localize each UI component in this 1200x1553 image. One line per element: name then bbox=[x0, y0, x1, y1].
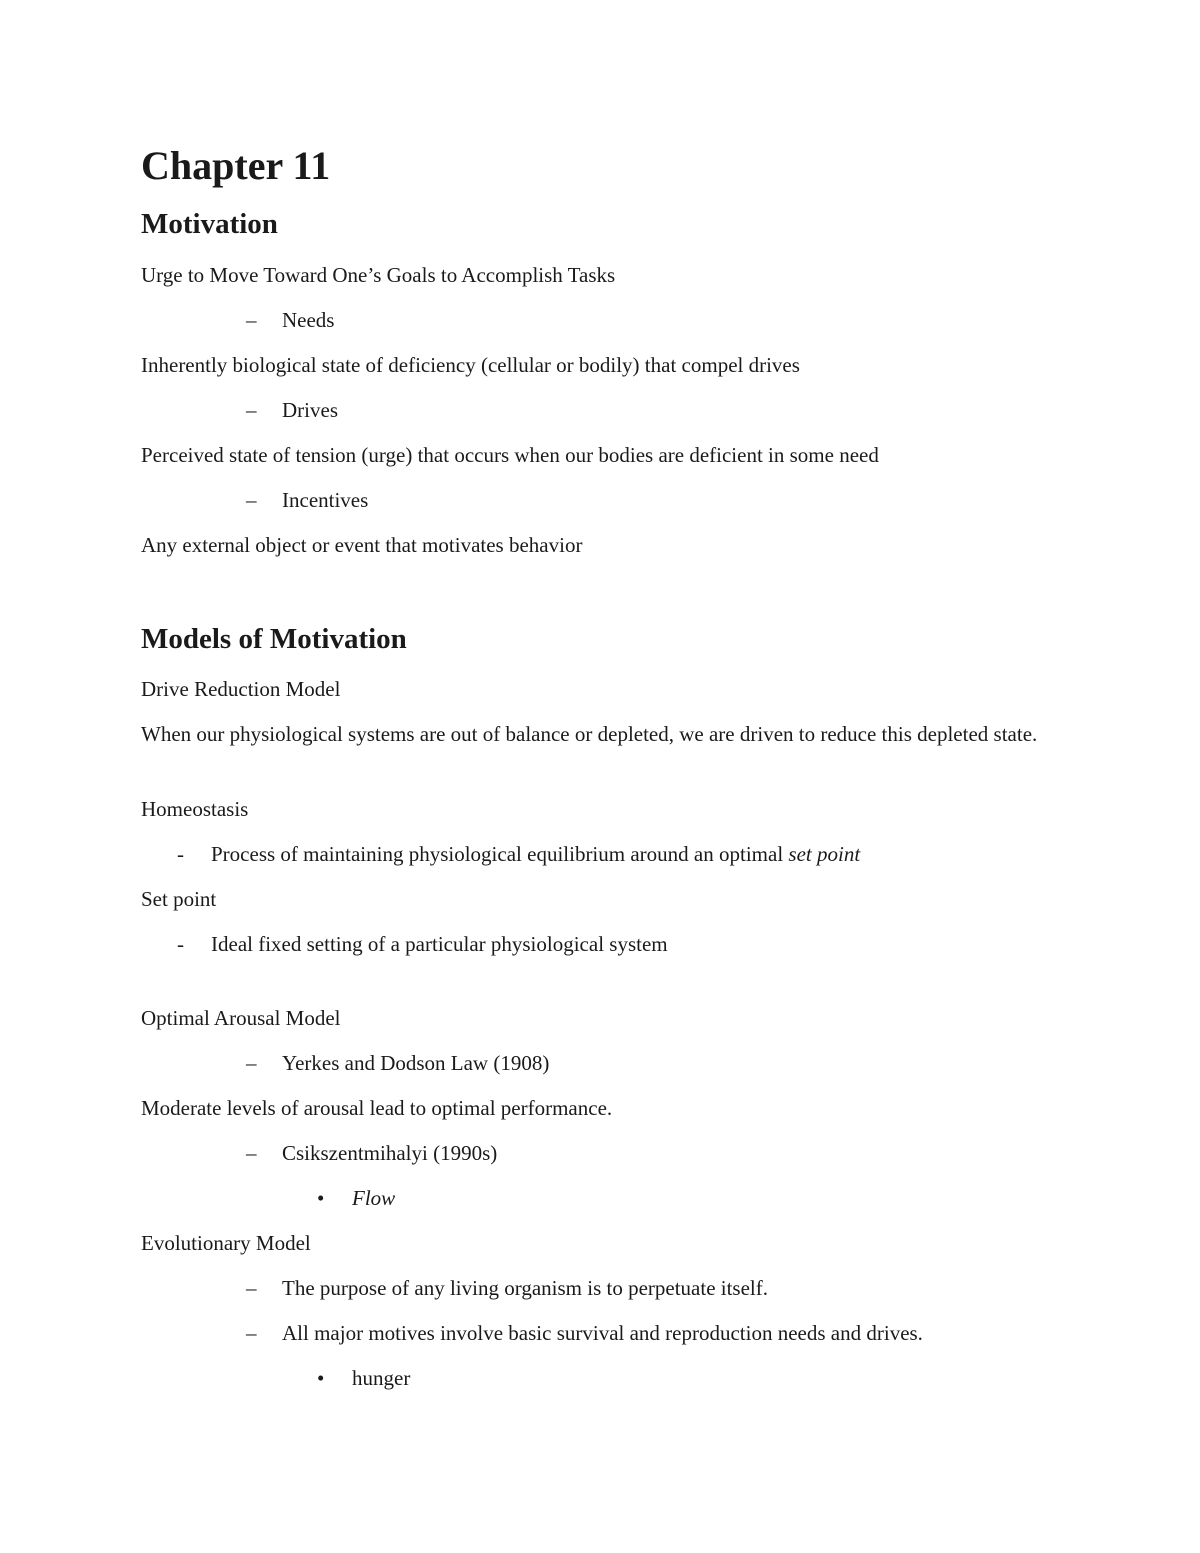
arousal-description: Moderate levels of arousal lead to optimal performance. bbox=[141, 1096, 613, 1120]
homeostasis-bullet-text: Process of maintaining physiological equilibrium around an optimal bbox=[211, 842, 789, 866]
needs-description: Inherently biological state of deficiency (cellular or bodily) that compel drives bbox=[141, 353, 800, 377]
dash-marker: – bbox=[246, 1276, 257, 1300]
term-needs: Needs bbox=[282, 308, 335, 332]
set-point-label: Set point bbox=[141, 887, 217, 911]
dash-marker: – bbox=[246, 1321, 257, 1345]
hunger-item: hunger bbox=[352, 1366, 411, 1390]
drive-reduction-title: Drive Reduction Model bbox=[141, 677, 341, 701]
evolutionary-point-1: The purpose of any living organism is to perpetuate itself. bbox=[282, 1276, 769, 1300]
motivation-definition: Urge to Move Toward One’s Goals to Accomplish Tasks bbox=[141, 263, 616, 287]
flow-concept: Flow bbox=[352, 1186, 396, 1210]
hyphen-marker: - bbox=[177, 842, 184, 866]
dash-marker: – bbox=[246, 1141, 257, 1165]
optimal-arousal-title: Optimal Arousal Model bbox=[141, 1006, 341, 1030]
drive-reduction-description: When our physiological systems are out of balance or depleted, we are driven to reduce this depleted state. bbox=[141, 722, 1038, 746]
dash-marker: – bbox=[246, 398, 257, 422]
section-heading-models: Models of Motivation bbox=[141, 623, 407, 655]
dash-marker: – bbox=[246, 308, 257, 332]
evolutionary-point-2: All major motives involve basic survival and reproduction needs and drives. bbox=[282, 1321, 923, 1345]
homeostasis-label: Homeostasis bbox=[141, 797, 249, 821]
bullet-marker: • bbox=[317, 1186, 325, 1210]
incentives-description: Any external object or event that motivates behavior bbox=[141, 533, 583, 557]
set-point-italic: set point bbox=[788, 842, 861, 866]
homeostasis-bullet bbox=[211, 839, 860, 869]
chapter-title: Chapter 11 bbox=[141, 143, 331, 188]
evolutionary-title: Evolutionary Model bbox=[141, 1231, 311, 1255]
csikszentmihalyi: Csikszentmihalyi (1990s) bbox=[282, 1141, 498, 1165]
section-heading-motivation: Motivation bbox=[141, 208, 278, 240]
term-drives: Drives bbox=[282, 398, 338, 422]
dash-marker: – bbox=[246, 488, 257, 512]
set-point-bullet: Ideal fixed setting of a particular physiological system bbox=[211, 932, 668, 956]
yerkes-dodson-law: Yerkes and Dodson Law (1908) bbox=[282, 1051, 550, 1075]
term-incentives: Incentives bbox=[282, 488, 369, 512]
dash-marker: – bbox=[246, 1051, 257, 1075]
drives-description: Perceived state of tension (urge) that occurs when our bodies are deficient in some need bbox=[141, 443, 879, 467]
hyphen-marker: - bbox=[177, 932, 184, 956]
bullet-marker: • bbox=[317, 1366, 325, 1390]
